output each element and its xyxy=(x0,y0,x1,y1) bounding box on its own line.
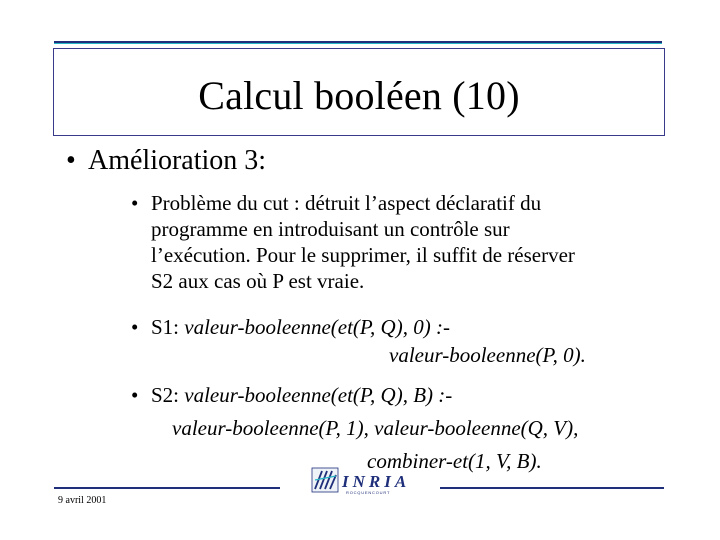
bullet-item-cut xyxy=(131,190,575,294)
bullet-icon: • xyxy=(66,145,76,176)
cut-line-2: programme en introduisant un contrôle sur xyxy=(151,217,510,241)
bullet-icon: • xyxy=(131,383,139,407)
bullet-icon: • xyxy=(131,315,139,339)
footer-line-right xyxy=(440,487,664,489)
cut-line-3: l’exécution. Pour le supprimer, il suffit de réserver xyxy=(151,243,575,267)
s2-body-text-2: combiner-et(1, V, B). xyxy=(367,449,542,473)
inria-logo xyxy=(310,466,425,496)
bullet-item-s2 xyxy=(131,382,453,408)
slide-date: 9 avril 2001 xyxy=(58,495,107,506)
cut-line-4: S2 aux cas où P est vraie. xyxy=(151,269,365,293)
s1-head: valeur-booleenne(et(P, Q), 0) :- xyxy=(184,315,450,339)
slide-title: Calcul booléen (10) xyxy=(198,72,520,118)
s2-body-line-1 xyxy=(172,415,578,441)
bullet-icon: • xyxy=(131,191,139,215)
s2-label: S2: xyxy=(151,383,185,407)
footer-line-left xyxy=(54,487,280,489)
s1-body-text: valeur-booleenne(P, 0). xyxy=(389,343,586,367)
logo-subtext: ROCQUENCOURT xyxy=(346,490,391,495)
bullet-item-s1 xyxy=(131,314,450,340)
s2-body-text-1: valeur-booleenne(P, 1), valeur-booleenne(Q, V), xyxy=(172,416,579,440)
s1-label: S1: xyxy=(151,315,185,339)
bullet-level1-text: Amélioration 3: xyxy=(88,145,267,176)
title-top-rule xyxy=(54,41,662,44)
s2-head: valeur-booleenne(et(P, Q), B) :- xyxy=(184,383,453,407)
cut-line-1: Problème du cut : détruit l’aspect déclaratif du xyxy=(151,191,542,215)
s1-body-line-1 xyxy=(389,342,586,368)
logo-text: INRIA xyxy=(342,472,411,491)
title-box xyxy=(53,48,665,136)
